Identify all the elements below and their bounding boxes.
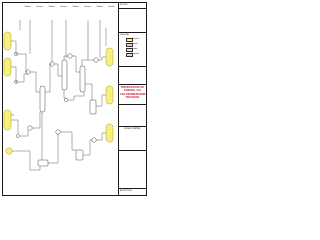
feed-tank <box>4 32 11 50</box>
product-tank <box>106 124 113 142</box>
reactor-column <box>40 86 45 112</box>
stream-label: Stream <box>84 6 91 8</box>
stream-label: Stream <box>72 6 79 8</box>
heat-exchanger <box>68 54 72 58</box>
feed-tank <box>4 110 11 130</box>
process-piping <box>11 20 106 170</box>
decanter <box>38 160 48 166</box>
product-tank <box>106 48 113 66</box>
approval-label: APPROVED <box>120 190 133 192</box>
storage-sphere <box>6 148 12 154</box>
process-flow-diagram <box>0 0 149 198</box>
product-tank <box>106 86 113 104</box>
legend-label: Process <box>132 37 140 40</box>
distillation-column <box>62 60 67 90</box>
drawing-title: PRODUCTION OF PHENOL VIA CHLOROBENZENE PROCESS <box>120 85 146 100</box>
heat-exchanger <box>56 130 60 134</box>
legend-label: Water <box>132 47 138 50</box>
legend-label: Steam <box>132 42 138 45</box>
stream-label: Stream <box>60 6 67 8</box>
legend-label: Product <box>132 52 139 55</box>
feed-tank <box>4 58 11 76</box>
flash-drum <box>90 100 96 114</box>
pump <box>64 98 67 101</box>
stream-label: Stream <box>96 6 103 8</box>
stream-label: Stream <box>48 6 55 8</box>
distillation-column <box>80 66 85 92</box>
heat-exchanger <box>94 58 98 62</box>
notes-header: NOTES <box>120 4 128 6</box>
stream-label: Stream <box>24 6 31 8</box>
heat-exchanger <box>92 138 96 142</box>
separator-vessel <box>76 150 83 160</box>
stream-label: Stream <box>36 6 43 8</box>
heat-exchanger <box>28 126 32 130</box>
legend-title: LEGEND <box>120 34 129 36</box>
pfd-sheet <box>0 0 149 198</box>
pump <box>16 134 19 137</box>
stream-label: Stream <box>108 6 115 8</box>
authors-block: Group / Authors <box>124 128 141 130</box>
